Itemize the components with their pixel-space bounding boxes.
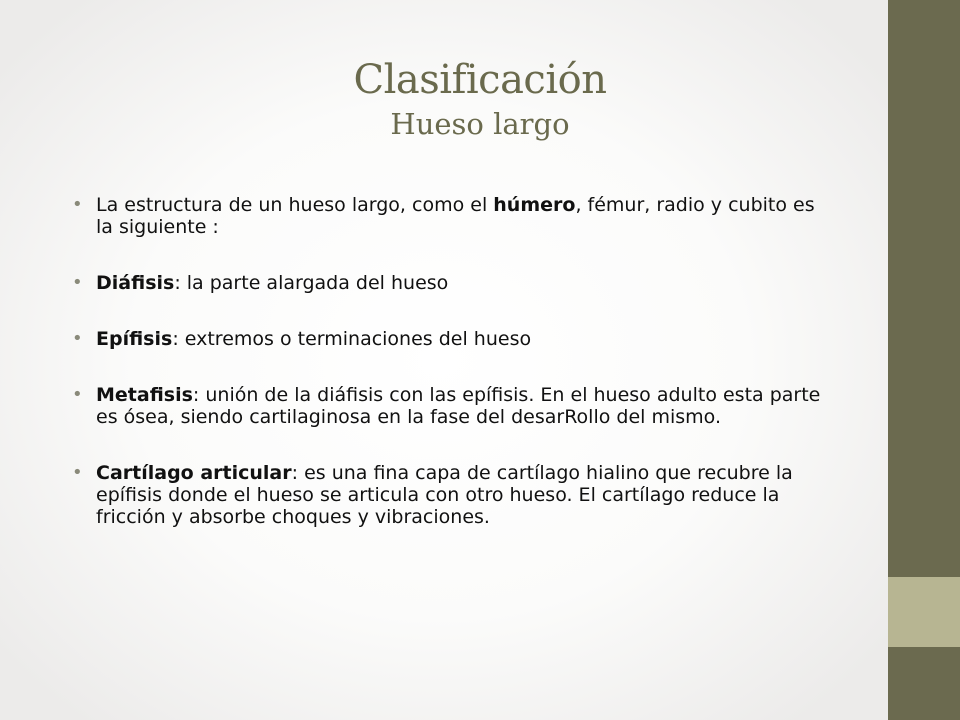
bullet-item-cartilago: [72, 462, 832, 528]
title-main: Clasificación: [353, 57, 607, 103]
bullet-icon: •: [72, 384, 83, 405]
bullet-icon: •: [72, 194, 83, 215]
bullet-item-structure: [72, 194, 832, 238]
bullet-term: Epífisis: [96, 328, 173, 350]
slide-title: [100, 57, 860, 141]
side-bar-dark-bottom: [888, 647, 960, 720]
bullet-item-diafisis: [72, 272, 832, 294]
bullet-text: : es una fina capa de cartílago hialino que recubre la epífisis donde el hueso se articula con otro hueso. El cartílago reduce la fricción y absorbe choques y vibraciones.: [96, 462, 793, 528]
bullet-icon: •: [72, 328, 83, 349]
bullet-term: Cartílago articular: [96, 462, 292, 484]
bullet-text: : extremos o terminaciones del hueso: [172, 328, 532, 350]
bullet-text: : unión de la diáfisis con las epífisis. En el hueso adulto esta parte es ósea, siendo cartilaginosa en la fase del desarRollo del mismo.: [96, 384, 821, 428]
bullet-item-epifisis: [72, 328, 832, 350]
side-bar-dark-top: [888, 0, 960, 577]
bullet-text: : la parte alargada del hueso: [174, 272, 449, 294]
bullet-term: Metafisis: [96, 384, 193, 406]
bullet-icon: •: [72, 272, 83, 293]
bullet-term: Diáfisis: [96, 272, 175, 294]
bullet-text-post: , fémur, radio y cubito es la siguiente :: [96, 194, 815, 238]
bullet-icon: •: [72, 462, 83, 483]
bullet-text-pre: La estructura de un hueso largo, como el: [96, 194, 494, 216]
bullet-item-metafisis: [72, 384, 832, 428]
bullet-term-humero: húmero: [493, 194, 576, 216]
bullet-list: [72, 194, 832, 528]
side-bar-light-accent: [888, 577, 960, 647]
title-subtitle: Hueso largo: [390, 107, 570, 141]
